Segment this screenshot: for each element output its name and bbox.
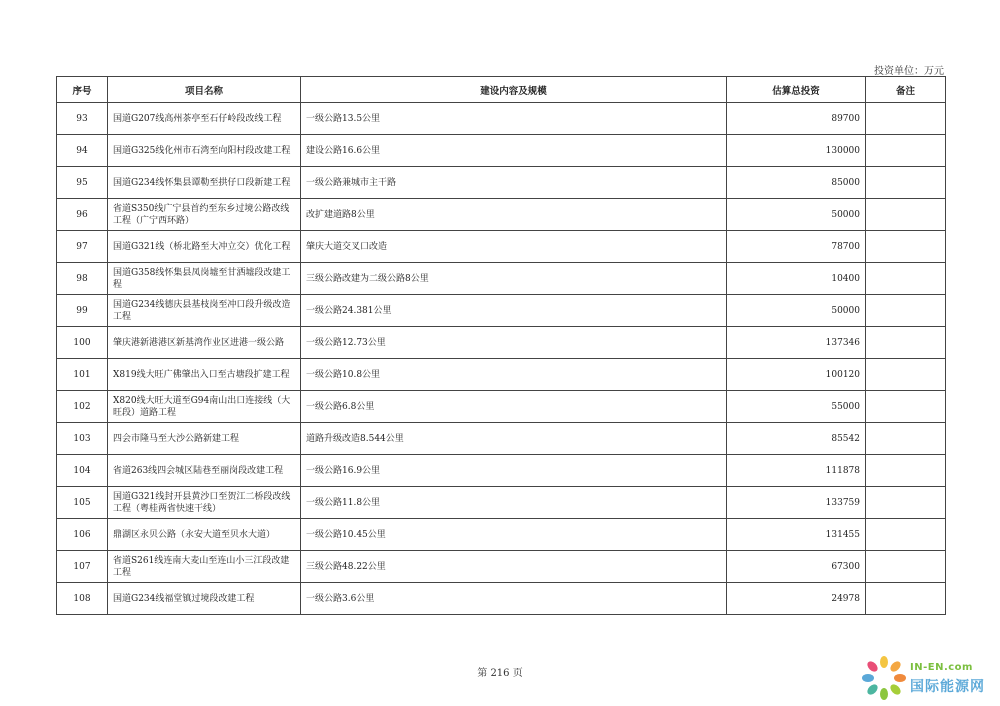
row-number-cell: 100 bbox=[57, 327, 108, 359]
page-number: 第 216 页 bbox=[477, 668, 523, 679]
investment-cell: 24978 bbox=[727, 583, 866, 615]
watermark-logo bbox=[860, 654, 1000, 706]
investment-cell: 100120 bbox=[727, 359, 866, 391]
table-row bbox=[57, 103, 946, 135]
content-scale-cell: 一级公路12.73公里 bbox=[301, 327, 727, 359]
remark-cell bbox=[866, 391, 946, 423]
row-number-cell: 106 bbox=[57, 519, 108, 551]
remark-cell bbox=[866, 167, 946, 199]
content-scale-cell: 一级公路兼城市主干路 bbox=[301, 167, 727, 199]
row-number-cell: 95 bbox=[57, 167, 108, 199]
content-scale-cell: 一级公路24.381公里 bbox=[301, 295, 727, 327]
remark-cell bbox=[866, 551, 946, 583]
table-row bbox=[57, 295, 946, 327]
investment-cell: 50000 bbox=[727, 199, 866, 231]
project-name-cell: 省道S261线连南大麦山至连山小三江段改建工程 bbox=[108, 551, 301, 583]
row-number-cell: 94 bbox=[57, 135, 108, 167]
col-header-investment: 估算总投资 bbox=[727, 77, 866, 103]
project-name-cell: 国道G321线（桥北路至大冲立交）优化工程 bbox=[108, 231, 301, 263]
investment-cell: 67300 bbox=[727, 551, 866, 583]
content-scale-cell: 道路升级改造8.544公里 bbox=[301, 423, 727, 455]
project-name-cell: 省道263线四会城区陆巷至丽岗段改建工程 bbox=[108, 455, 301, 487]
project-table bbox=[56, 76, 946, 615]
row-number-cell: 104 bbox=[57, 455, 108, 487]
remark-cell bbox=[866, 423, 946, 455]
content-scale-cell: 一级公路16.9公里 bbox=[301, 455, 727, 487]
row-number-cell: 102 bbox=[57, 391, 108, 423]
remark-cell bbox=[866, 359, 946, 391]
table-row bbox=[57, 359, 946, 391]
row-number-cell: 96 bbox=[57, 199, 108, 231]
table-row bbox=[57, 263, 946, 295]
investment-cell: 89700 bbox=[727, 103, 866, 135]
content-scale-cell: 建设公路16.6公里 bbox=[301, 135, 727, 167]
investment-unit-label: 投资单位：万元 bbox=[874, 66, 944, 77]
table-row bbox=[57, 551, 946, 583]
investment-cell: 55000 bbox=[727, 391, 866, 423]
content-scale-cell: 改扩建道路8公里 bbox=[301, 199, 727, 231]
project-name-cell: X819线大旺广佛肇出入口至古塘段扩建工程 bbox=[108, 359, 301, 391]
project-name-cell: 国道G207线高州茶亭至石仔岭段改线工程 bbox=[108, 103, 301, 135]
watermark-cn: 国际能源网 bbox=[910, 679, 985, 695]
project-name-cell: 鼎湖区永贝公路（永安大道至贝水大道） bbox=[108, 519, 301, 551]
investment-cell: 85542 bbox=[727, 423, 866, 455]
row-number-cell: 107 bbox=[57, 551, 108, 583]
table-row bbox=[57, 583, 946, 615]
content-scale-cell: 一级公路11.8公里 bbox=[301, 487, 727, 519]
investment-cell: 10400 bbox=[727, 263, 866, 295]
remark-cell bbox=[866, 327, 946, 359]
row-number-cell: 101 bbox=[57, 359, 108, 391]
project-name-cell: 国道G321线封开县黄沙口至贺江二桥段改线工程（粤桂两省快速干线） bbox=[108, 487, 301, 519]
table-row bbox=[57, 391, 946, 423]
project-name-cell: 省道S350线广宁县首约至东乡过境公路改线工程（广宁西环路） bbox=[108, 199, 301, 231]
content-scale-cell: 一级公路13.5公里 bbox=[301, 103, 727, 135]
row-number-cell: 98 bbox=[57, 263, 108, 295]
project-name-cell: 国道G234线德庆县基枝岗至冲口段升级改造工程 bbox=[108, 295, 301, 327]
table-row bbox=[57, 423, 946, 455]
project-name-cell: X820线大旺大道至G94南山出口连接线（大旺段）道路工程 bbox=[108, 391, 301, 423]
row-number-cell: 103 bbox=[57, 423, 108, 455]
table-row bbox=[57, 167, 946, 199]
content-scale-cell: 一级公路10.45公里 bbox=[301, 519, 727, 551]
investment-cell: 50000 bbox=[727, 295, 866, 327]
table-row bbox=[57, 199, 946, 231]
col-header-content: 建设内容及规模 bbox=[301, 77, 727, 103]
remark-cell bbox=[866, 487, 946, 519]
watermark-en: IN-EN.com bbox=[910, 662, 973, 673]
investment-cell: 78700 bbox=[727, 231, 866, 263]
row-number-cell: 99 bbox=[57, 295, 108, 327]
investment-cell: 137346 bbox=[727, 327, 866, 359]
project-name-cell: 国道G234线福堂镇过境段改建工程 bbox=[108, 583, 301, 615]
table-row bbox=[57, 327, 946, 359]
row-number-cell: 93 bbox=[57, 103, 108, 135]
sun-logo-icon bbox=[862, 656, 906, 700]
project-name-cell: 国道G358线怀集县凤岗墟至甘洒墟段改建工程 bbox=[108, 263, 301, 295]
content-scale-cell: 一级公路6.8公里 bbox=[301, 391, 727, 423]
table-row bbox=[57, 519, 946, 551]
col-header-remark: 备注 bbox=[866, 77, 946, 103]
project-name-cell: 肇庆港新港港区新基湾作业区进港一级公路 bbox=[108, 327, 301, 359]
remark-cell bbox=[866, 199, 946, 231]
investment-cell: 131455 bbox=[727, 519, 866, 551]
remark-cell bbox=[866, 135, 946, 167]
row-number-cell: 105 bbox=[57, 487, 108, 519]
investment-cell: 111878 bbox=[727, 455, 866, 487]
row-number-cell: 108 bbox=[57, 583, 108, 615]
row-number-cell: 97 bbox=[57, 231, 108, 263]
col-header-name: 项目名称 bbox=[108, 77, 301, 103]
content-scale-cell: 一级公路10.8公里 bbox=[301, 359, 727, 391]
project-name-cell: 国道G234线怀集县谭勒至拱仔口段新建工程 bbox=[108, 167, 301, 199]
remark-cell bbox=[866, 263, 946, 295]
content-scale-cell: 肇庆大道交叉口改造 bbox=[301, 231, 727, 263]
content-scale-cell: 一级公路3.6公里 bbox=[301, 583, 727, 615]
investment-cell: 130000 bbox=[727, 135, 866, 167]
table-row bbox=[57, 487, 946, 519]
remark-cell bbox=[866, 231, 946, 263]
content-scale-cell: 三级公路改建为二级公路8公里 bbox=[301, 263, 727, 295]
col-header-no: 序号 bbox=[57, 77, 108, 103]
project-name-cell: 国道G325线化州市石湾至向阳村段改建工程 bbox=[108, 135, 301, 167]
remark-cell bbox=[866, 583, 946, 615]
remark-cell bbox=[866, 103, 946, 135]
table-row bbox=[57, 455, 946, 487]
investment-cell: 85000 bbox=[727, 167, 866, 199]
remark-cell bbox=[866, 519, 946, 551]
remark-cell bbox=[866, 455, 946, 487]
remark-cell bbox=[866, 295, 946, 327]
project-name-cell: 四会市隆马至大沙公路新建工程 bbox=[108, 423, 301, 455]
table-header-row bbox=[57, 77, 946, 103]
table-row bbox=[57, 231, 946, 263]
content-scale-cell: 三级公路48.22公里 bbox=[301, 551, 727, 583]
table-row bbox=[57, 135, 946, 167]
investment-cell: 133759 bbox=[727, 487, 866, 519]
